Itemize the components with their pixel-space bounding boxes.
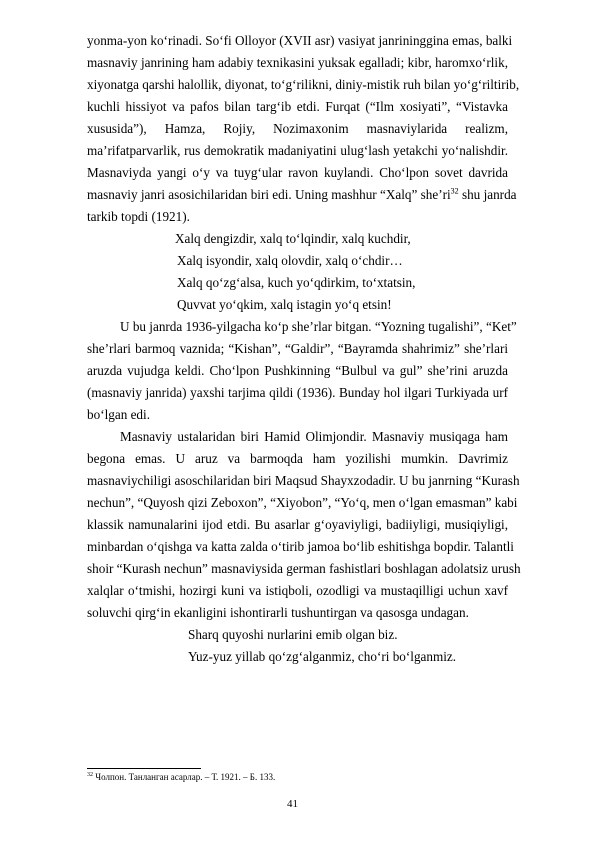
- footnote-reference[interactable]: 32: [450, 186, 459, 196]
- body-line: minbardan o‘qishga va katta zalda o‘tirib jamoa bo‘lib eshitishga bopdir. Talantli: [87, 539, 514, 554]
- body-text: shu janrda: [458, 187, 517, 202]
- body-line: ma’rifatparvarlik, rus demokratik madaniyatini ulug‘lash yetakchi yo‘nalishdir.: [87, 143, 508, 158]
- footnote-separator: [87, 768, 201, 769]
- verse-line: Quvvat yo‘qkim, xalq istagin yo‘q etsin!: [177, 297, 392, 312]
- page-number: 41: [287, 798, 298, 810]
- footnote-marker: 32: [87, 772, 93, 778]
- body-line: yonma-yon ko‘rinadi. So‘fi Olloyor (XVII asr) vasiyat janrininggina emas, balki: [87, 33, 513, 48]
- body-line: Masnaviyda yangi o‘y va tuyg‘ular ravon kuylandi. Cho‘lpon sovet davrida: [87, 165, 508, 180]
- body-line: tarkib topdi (1921).: [87, 209, 190, 224]
- body-line: kuchli hissiyot va pafos bilan targ‘ib etdi. Furqat (“Ilm xosiyati”, “Vistavka: [87, 99, 508, 114]
- body-line: soluvchi qirg‘in ekanligini ishontirarli tushuntirgan va qasosga undagan.: [87, 605, 469, 620]
- footnote: [87, 772, 275, 783]
- body-line: xususida”), Hamza, Rojiy, Nozimaxonim masnaviylarida realizm,: [87, 121, 508, 136]
- verse-line: Yuz-yuz yillab qo‘zg‘alganmiz, cho‘ri bo‘lganmiz.: [188, 649, 457, 664]
- body-line: begona emas. U aruz va barmoqda ham yozilishi mumkin. Davrimiz: [87, 451, 508, 466]
- verse-line: Xalq dengizdir, xalq to‘lqindir, xalq kuchdir,: [175, 231, 411, 246]
- body-line: masnaviychiligi asoschilaridan biri Maqsud Shayxzodadir. U bu janrning “Kurash: [87, 473, 520, 488]
- body-line: shoir “Kurash nechun” masnaviysida german fashistlari boshlagan adolatsiz urush: [87, 561, 521, 576]
- verse-line: Sharq quyoshi nurlarini emib olgan biz.: [188, 627, 398, 642]
- body-text: masnaviy janri asosichilaridan biri edi. Uning mashhur “Xalq” she’ri: [87, 187, 451, 202]
- body-line: xiyonatga qarshi halollik, diyonat, to‘g‘rilikni, diniy-mistik ruh bilan yo‘g‘riltirib,: [87, 77, 520, 92]
- body-line: aruzda vujudga keldi. Cho‘lpon Pushkinning “Bulbul va gul” she’rini aruzda: [87, 363, 508, 378]
- body-line: Masnaviy ustalaridan biri Hamid Olimjondir. Masnaviy musiqaga ham: [120, 429, 508, 444]
- body-line: masnaviy janrining ham adabiy texnikasini yuksak egalladi; kibr, haromxo‘rlik,: [87, 55, 508, 70]
- verse-line: Xalq isyondir, xalq olovdir, xalq o‘chdir…: [177, 253, 403, 268]
- verse-line: Xalq qo‘zg‘alsa, kuch yo‘qdirkim, to‘xtatsin,: [177, 275, 416, 290]
- body-line: (masnaviy janrida) yaxshi tarjima qildi (1936). Bunday hol ilgari Turkiyada urf: [87, 385, 508, 400]
- footnote-text: Чолпон. Танланган асарлар. – Т. 1921. – Б. 133.: [93, 772, 276, 782]
- body-line: bo‘lgan edi.: [87, 407, 150, 422]
- body-line: klassik namunalarini ijod etdi. Bu asarlar g‘oyaviyligi, badiiyligi, musiqiyligi,: [87, 517, 508, 532]
- body-line: xalqlar o‘tmishi, hozirgi kuni va istiqboli, ozodligi va mustaqilligi uchun xavf: [87, 583, 508, 598]
- body-line: U bu janrda 1936-yilgacha ko‘p she’rlar bitgan. “Yozning tugalishi”, “Ket”: [120, 319, 517, 334]
- body-line: she’rlari barmoq vaznida; “Kishan”, “Galdir”, “Bayramda shahrimiz” she’rlari: [87, 341, 508, 356]
- body-line: nechun”, “Quyosh qizi Zeboxon”, “Xiyobon”, “Yo‘q, men o‘lgan emasman” kabi: [87, 495, 518, 510]
- body-line-with-footnote: [87, 186, 517, 203]
